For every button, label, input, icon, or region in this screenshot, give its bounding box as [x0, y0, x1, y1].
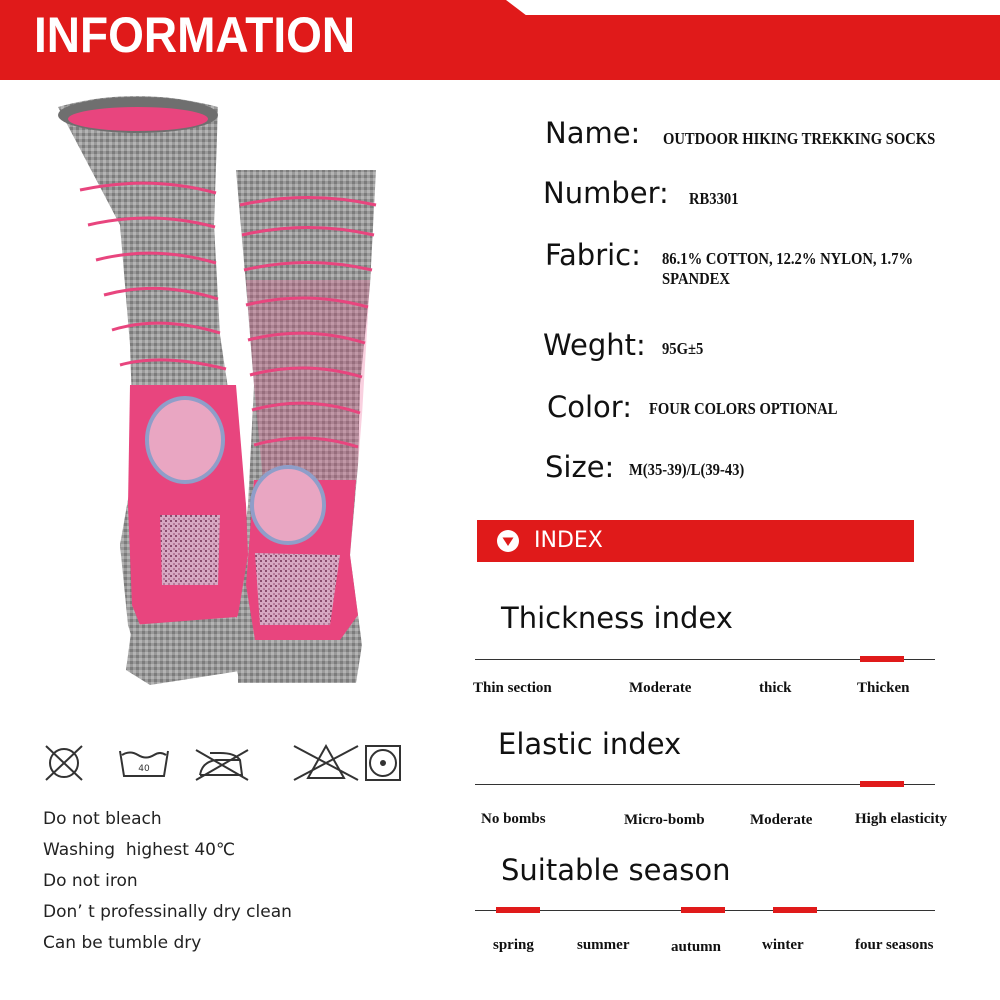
- season-marker-autumn: [681, 907, 725, 913]
- spec-size-value: M(35-39)/L(39-43): [629, 460, 745, 479]
- care-line-iron: Do not iron: [43, 871, 138, 891]
- no-iron-icon: [196, 750, 248, 780]
- elastic-title: Elastic index: [498, 727, 682, 761]
- season-label-winter: winter: [762, 937, 804, 953]
- care-line-wash: Washing highest 40℃: [43, 840, 236, 860]
- thickness-title: Thickness index: [501, 601, 733, 635]
- thickness-label-4: Thicken: [857, 680, 910, 696]
- spec-color-key: Color:: [547, 390, 632, 424]
- thickness-label-1: Thin section: [473, 680, 552, 696]
- no-dry-clean-icon: [294, 746, 358, 780]
- season-label-four-seasons: four seasons: [855, 937, 934, 953]
- header-banner: [0, 0, 1000, 80]
- elastic-label-4: High elasticity: [855, 811, 948, 827]
- sock-left: [58, 96, 248, 685]
- season-label-summer: summer: [577, 937, 630, 953]
- index-header-bar: [477, 520, 914, 562]
- tumble-dry-icon: [366, 746, 400, 780]
- svg-text:40: 40: [138, 764, 150, 774]
- season-title: Suitable season: [501, 853, 731, 887]
- care-line-tumble: Can be tumble dry: [43, 933, 202, 953]
- thickness-marker: [860, 656, 904, 662]
- care-line-dry-clean: Don’ t professinally dry clean: [43, 902, 292, 922]
- season-label-autumn: autumn: [671, 939, 722, 955]
- thickness-label-2: Moderate: [629, 680, 692, 696]
- season-label-spring: spring: [493, 937, 534, 953]
- no-bleach-icon: [46, 746, 82, 780]
- season-marker-winter: [773, 907, 817, 913]
- down-triangle-icon: [497, 530, 519, 552]
- elastic-label-2: Micro-bomb: [624, 812, 705, 828]
- care-line-bleach: Do not bleach: [43, 809, 162, 829]
- page-title: INFORMATION: [34, 7, 356, 63]
- spec-name-value: OUTDOOR HIKING TREKKING SOCKS: [663, 129, 936, 148]
- elastic-marker: [860, 781, 904, 787]
- sock-right: [230, 170, 376, 683]
- spec-fabric-key: Fabric:: [545, 238, 641, 272]
- thickness-label-3: thick: [759, 680, 792, 696]
- spec-fabric-value: 86.1% COTTON, 12.2% NYLON, 1.7% SPANDEX: [662, 249, 914, 288]
- care-icons-row: [40, 738, 410, 788]
- spec-weight-key: Weght:: [543, 328, 646, 362]
- spec-weight-value: 95G±5: [662, 339, 704, 358]
- spec-color-value: FOUR COLORS OPTIONAL: [649, 399, 838, 418]
- product-photo: [40, 85, 440, 730]
- index-label: INDEX: [534, 528, 603, 553]
- spec-number-key: Number:: [543, 176, 669, 210]
- wash-40-icon: [120, 751, 168, 776]
- spec-name-key: Name:: [545, 116, 641, 150]
- season-marker-spring: [496, 907, 540, 913]
- spec-size-key: Size:: [545, 450, 615, 484]
- spec-number-value: RB3301: [689, 189, 739, 208]
- banner-notch: [506, 0, 1000, 15]
- elastic-label-1: No bombs: [481, 811, 546, 827]
- elastic-label-3: Moderate: [750, 812, 813, 828]
